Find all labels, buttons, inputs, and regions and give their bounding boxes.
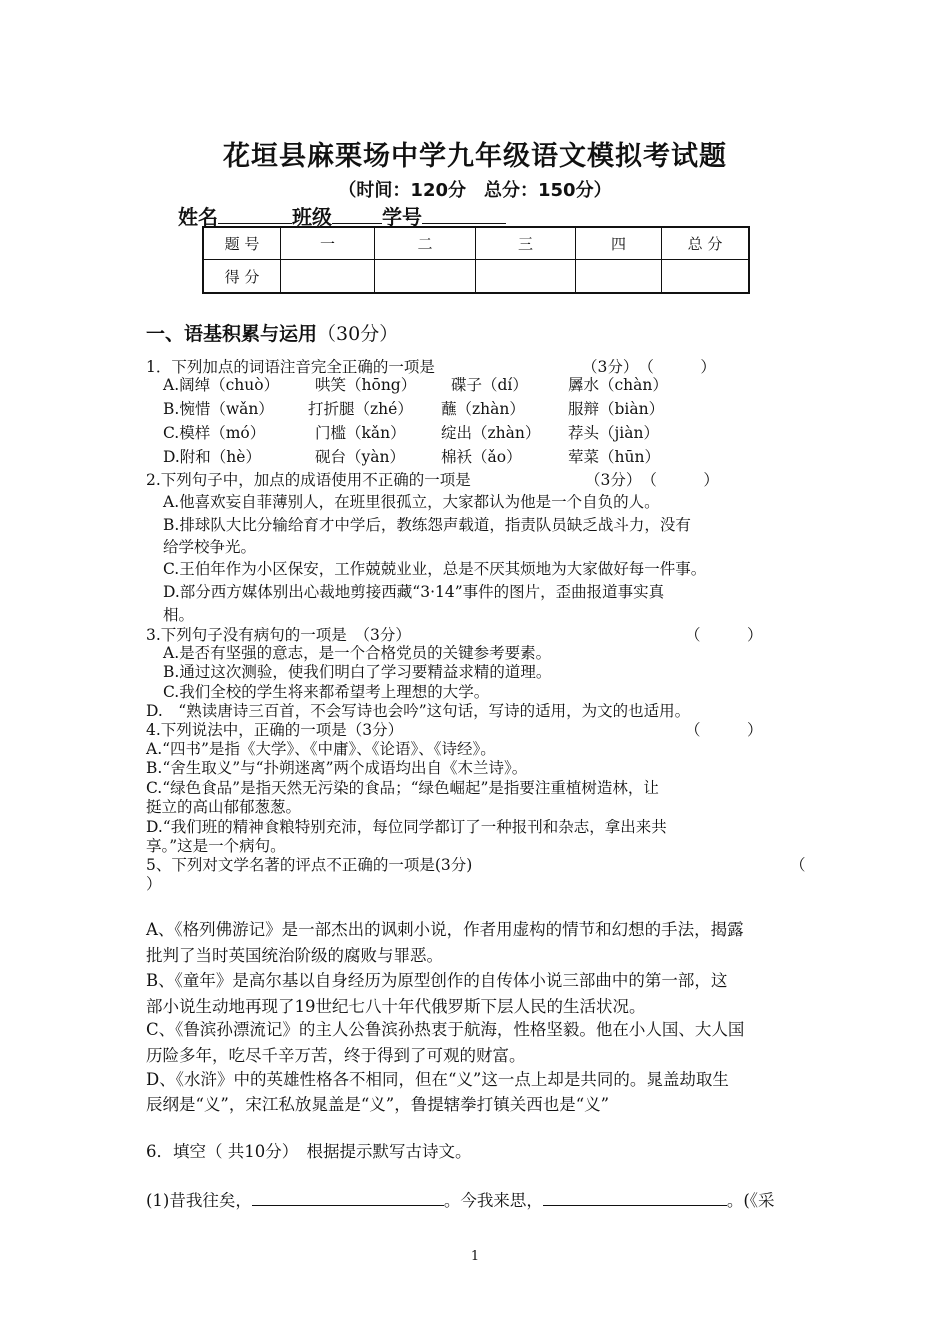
table-cell: 二 — [375, 227, 476, 260]
table-cell: 四 — [576, 227, 662, 260]
score-input-cell[interactable] — [662, 260, 750, 294]
q5-paren-open: （ — [790, 856, 806, 874]
exam-subtitle: （时间：120分 总分：150分） — [338, 180, 612, 201]
q6-stem: 6．填空（ 共10分） 根据提示默写古诗文。 — [146, 1142, 472, 1161]
q3-option-d: D. “熟读唐诗三百首，不会写诗也会吟”这句话，写诗的适用，为文的也适用。 — [146, 702, 691, 720]
name-label: 姓名 — [178, 205, 218, 229]
score-input-cell[interactable] — [576, 260, 662, 294]
section-heading: 一、语基积累与运用（30分） — [146, 323, 399, 345]
table-cell: 总 分 — [662, 227, 750, 260]
q4-option-c-cont: 挺立的高山郁郁葱葱。 — [146, 798, 302, 816]
q5-option-c: C、《鲁滨孙漂流记》的主人公鲁滨孙热衷于航海，性格坚毅。他在小人国、大人国 — [146, 1020, 745, 1039]
q2-option-b: B.排球队大比分输给育才中学后，教练怨声载道，指责队员缺乏战斗力，没有 — [163, 516, 691, 534]
q6-line-1: (1)昔我往矣， 。今我来思， 。(《采 — [146, 1191, 775, 1210]
q1-stem: 1．下列加点的词语注音完全正确的一项是 — [146, 358, 435, 376]
q4-option-c: C.“绿色食品”是指天然无污染的食品；“绿色崛起”是指要注重植树造林，让 — [146, 779, 659, 797]
q5-stem: 5、下列对文学名著的评点不正确的一项是(3分) — [146, 856, 473, 874]
score-table — [202, 226, 750, 294]
q2-stem: 2.下列句子中，加点的成语使用不正确的一项是 — [146, 471, 471, 489]
score-input-cell[interactable] — [281, 260, 375, 294]
exam-title: 花垣县麻栗场中学九年级语文模拟考试题 — [223, 141, 727, 172]
q2-points: （3分） （ ） — [585, 471, 719, 489]
id-blank[interactable] — [422, 205, 506, 224]
page-number: 1 — [470, 1249, 480, 1264]
q5-paren-close: ） — [146, 875, 162, 893]
score-table-score-row — [203, 260, 749, 294]
q2-option-c: C.王伯年作为小区保安，工作兢兢业业，总是不厌其烦地为大家做好每一件事。 — [163, 560, 707, 578]
q4-option-d: D.“我们班的精神食粮特别充沛，每位同学都订了一种报刊和杂志，拿出来共 — [146, 818, 667, 836]
table-cell: 一 — [281, 227, 375, 260]
q2-option-a: A.他喜欢妄自菲薄别人，在班里很孤立，大家都认为他是一个自负的人。 — [163, 493, 660, 511]
q3-option-c: C.我们全校的学生将来都希望考上理想的大学。 — [163, 683, 490, 701]
q5-option-b: B、《童年》是高尔基以自身经历为原型创作的自传体小说三部曲中的第一部，这 — [146, 971, 728, 990]
class-label: 班级 — [292, 205, 332, 229]
q1-points: （3分） （ ） — [582, 358, 716, 376]
q2-option-d: D.部分西方媒体别出心裁地剪接西藏“3·14”事件的图片，歪曲报道事实真 — [163, 583, 665, 601]
table-cell: 三 — [476, 227, 576, 260]
score-input-cell[interactable] — [476, 260, 576, 294]
q2-option-b-cont: 给学校争光。 — [163, 538, 257, 556]
q5-option-b-cont: 部小说生动地再现了19世纪七八十年代俄罗斯下层人民的生活状况。 — [146, 997, 646, 1016]
q5-option-a: A、《格列佛游记》是一部杰出的讽刺小说，作者用虚构的情节和幻想的手法，揭露 — [146, 920, 744, 939]
score-input-cell[interactable] — [375, 260, 476, 294]
q4-option-b: B.“舍生取义”与“扑朔迷离”两个成语均出自《木兰诗》。 — [146, 759, 528, 777]
q3-option-b: B.通过这次测验，使我们明白了学习要精益求精的道理。 — [163, 663, 552, 681]
q5-option-a-cont: 批判了当时英国统治阶级的腐败与罪恶。 — [146, 946, 443, 965]
table-cell: 题 号 — [203, 227, 281, 260]
q4-option-d-cont: 享。”这是一个病句。 — [146, 837, 286, 855]
table-cell: 得 分 — [203, 260, 281, 294]
q4-option-a: A.“四书”是指《大学》、《中庸》、《论语》、《诗经》。 — [146, 740, 496, 758]
name-blank[interactable] — [218, 205, 292, 224]
q4-answer-paren: （ ） — [685, 721, 763, 739]
q3-answer-paren: （ ） — [685, 626, 763, 644]
fill-blank[interactable] — [543, 1189, 727, 1206]
q4-stem: 4.下列说法中，正确的一项是（3分） — [146, 721, 404, 739]
q2-option-d-cont: 相。 — [163, 606, 195, 624]
q3-option-a: A.是否有坚强的意志，是一个合格党员的关键参考要素。 — [163, 644, 552, 662]
q5-option-d: D、《水浒》中的英雄性格各不相同，但在“义”这一点上却是共同的。晁盖劫取生 — [146, 1070, 729, 1089]
q3-stem: 3.下列句子没有病句的一项是 （3分） — [146, 626, 411, 644]
q5-option-d-cont: 辰纲是“义”，宋江私放晁盖是“义”，鲁提辖拳打镇关西也是“义” — [146, 1095, 610, 1114]
id-label: 学号 — [382, 205, 422, 229]
fill-blank[interactable] — [252, 1189, 444, 1206]
score-table-header-row — [203, 227, 749, 260]
q5-option-c-cont: 历险多年，吃尽千辛万苦，终于得到了可观的财富。 — [146, 1046, 526, 1065]
class-blank[interactable] — [332, 205, 382, 224]
